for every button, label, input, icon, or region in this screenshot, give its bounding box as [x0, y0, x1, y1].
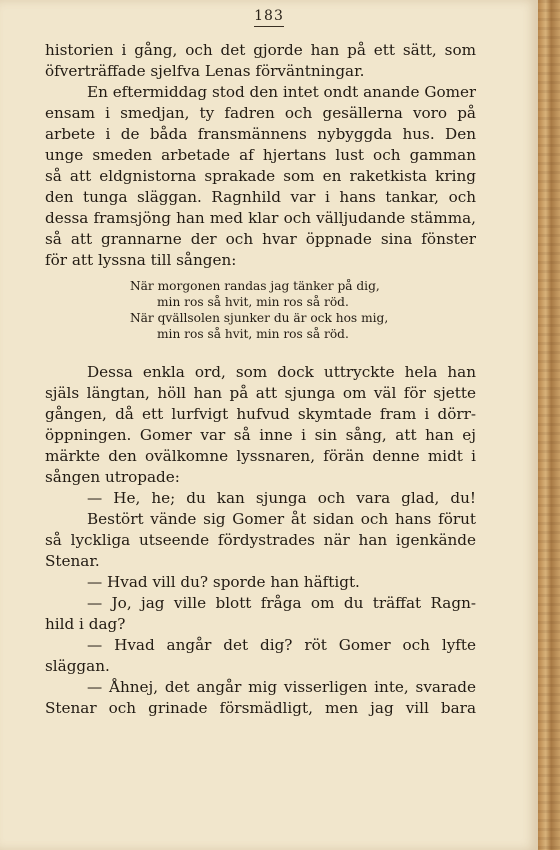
verse-line: När qvällsolen sjunker du är ock hos mig,	[130, 311, 389, 325]
text-line: märkte den ovälkomne lyssnaren, förän denne midt i	[45, 447, 476, 465]
page-edge-texture	[538, 0, 560, 850]
text-line: släggan.	[45, 657, 110, 675]
text-line: så att eldgnistorna sprakade som en raketkista kring	[45, 167, 476, 185]
text-line: själs längtan, höll han på att sjunga om väl för sjette	[45, 384, 476, 402]
text-line: sången utropade:	[45, 468, 180, 486]
text-line: historien i gång, och det gjorde han på ett sätt, som	[45, 41, 476, 59]
body-text	[45, 40, 476, 719]
text-line: Stenar.	[45, 552, 100, 570]
text-line: unge smeden arbetade af hjertans lust och gamman	[45, 146, 476, 164]
text-line: Bestört vände sig Gomer åt sidan och hans förut	[87, 510, 476, 528]
text-line: gången, då ett lurfvigt hufvud skymtade fram i dörr-	[45, 405, 476, 423]
text-line: Dessa enkla ord, som dock uttryckte hela han	[87, 363, 476, 381]
text-line: för att lyssna till sången:	[45, 251, 237, 269]
text-line: den tunga släggan. Ragnhild var i hans tankar, och	[45, 188, 476, 206]
text-line: ensam i smedjan, ty fadren och gesällerna voro på	[45, 104, 476, 122]
text-line: dessa framsjöng han med klar och välljudande stämma,	[45, 209, 476, 227]
text-line: så lyckliga utseende fördystrades när han igenkände	[45, 531, 476, 549]
dialogue-line: — Jo, jag ville blott fråga om du träffat Ragn-	[87, 594, 476, 612]
dialogue-line: — Hvad angår det dig? röt Gomer och lyfte	[87, 636, 476, 654]
text-line: så att grannarne der och hvar öppnade sina fönster	[45, 230, 476, 248]
text-line: En eftermiddag stod den intet ondt anande Gomer	[87, 83, 476, 101]
dialogue-line: — He, he; du kan sjunga och vara glad, du!	[87, 489, 476, 507]
text-line: hild i dag?	[45, 615, 126, 633]
text-line: arbete i de båda fransmännens nybyggda hus. Den	[45, 125, 476, 143]
page-header	[0, 5, 538, 27]
page-number: 183	[254, 8, 284, 27]
text-line: öfverträffade sjelfva Lenas förväntningar.	[45, 62, 365, 80]
dialogue-line: — Hvad vill du? sporde han häftigt.	[87, 573, 360, 591]
verse-line: min ros så hvit, min ros så röd.	[157, 327, 349, 341]
dialogue-line: — Åhnej, det angår mig visserligen inte, svarade	[87, 678, 476, 696]
text-line: öppningen. Gomer var så inne i sin sång, att han ej	[45, 426, 476, 444]
song-verse	[45, 278, 476, 342]
verse-line: När morgonen randas jag tänker på dig,	[130, 279, 380, 293]
text-line: Stenar och grinade försmädligt, men jag vill bara	[45, 699, 476, 717]
verse-line: min ros så hvit, min ros så röd.	[157, 295, 349, 309]
